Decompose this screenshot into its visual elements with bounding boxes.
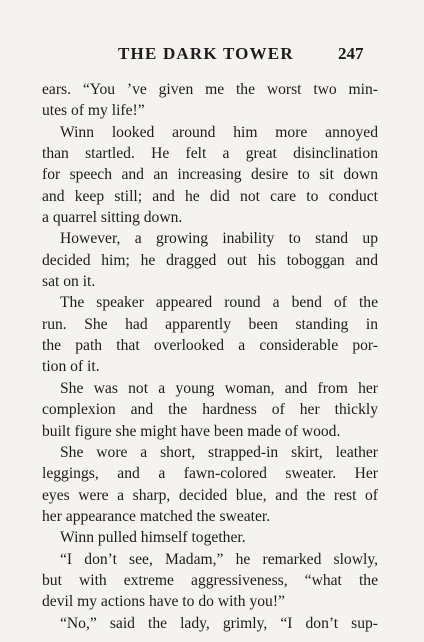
text-line: devil my actions have to do with you!” xyxy=(42,593,285,611)
text-line: complexion and the hardness of her thickly xyxy=(42,401,378,419)
text-line: tion of it. xyxy=(42,358,100,376)
text-line: leggings, and a fawn-colored sweater. Her xyxy=(42,465,378,483)
page-header xyxy=(0,44,424,68)
text-line: than startled. He felt a great disinclination xyxy=(42,145,378,163)
text-line: but with extreme aggressiveness, “what the xyxy=(42,571,378,589)
running-head: THE DARK TOWER xyxy=(118,44,294,63)
text-line: ears. “You ’ve given me the worst two min- xyxy=(42,81,378,98)
text-line: and keep still; and he did not care to conduct xyxy=(42,187,378,205)
text-line: Winn looked around him more annoyed xyxy=(60,123,378,141)
text-line: “No,” said the lady, grimly, “I don’t sup- xyxy=(60,614,378,632)
text-line: a quarrel sitting down. xyxy=(42,209,183,227)
text-line: built figure she might have been made of wood. xyxy=(42,422,341,440)
text-line: her appearance matched the sweater. xyxy=(42,507,271,525)
text-line: The speaker appeared round a bend of the xyxy=(60,294,378,312)
text-line: utes of my life!” xyxy=(42,102,145,120)
text-line: for speech and an increasing desire to sit down xyxy=(42,166,378,184)
text-line: sat on it. xyxy=(42,273,96,291)
text-line: She wore a short, strapped-in skirt, leather xyxy=(60,443,378,461)
text-line: However, a growing inability to stand up xyxy=(60,230,378,248)
text-line: decided him; he dragged out his toboggan and xyxy=(42,251,378,269)
text-line: eyes were a sharp, decided blue, and the rest of xyxy=(42,486,378,504)
body-text xyxy=(42,79,378,634)
text-line: run. She had apparently been standing in xyxy=(42,315,378,333)
text-line: the path that overlooked a considerable por- xyxy=(42,337,378,355)
text-line: “I don’t see, Madam,” he remarked slowly, xyxy=(60,550,378,568)
text-line: Winn pulled himself together. xyxy=(60,529,246,547)
page-number: 247 xyxy=(338,44,364,63)
text-line: She was not a young woman, and from her xyxy=(60,379,378,397)
